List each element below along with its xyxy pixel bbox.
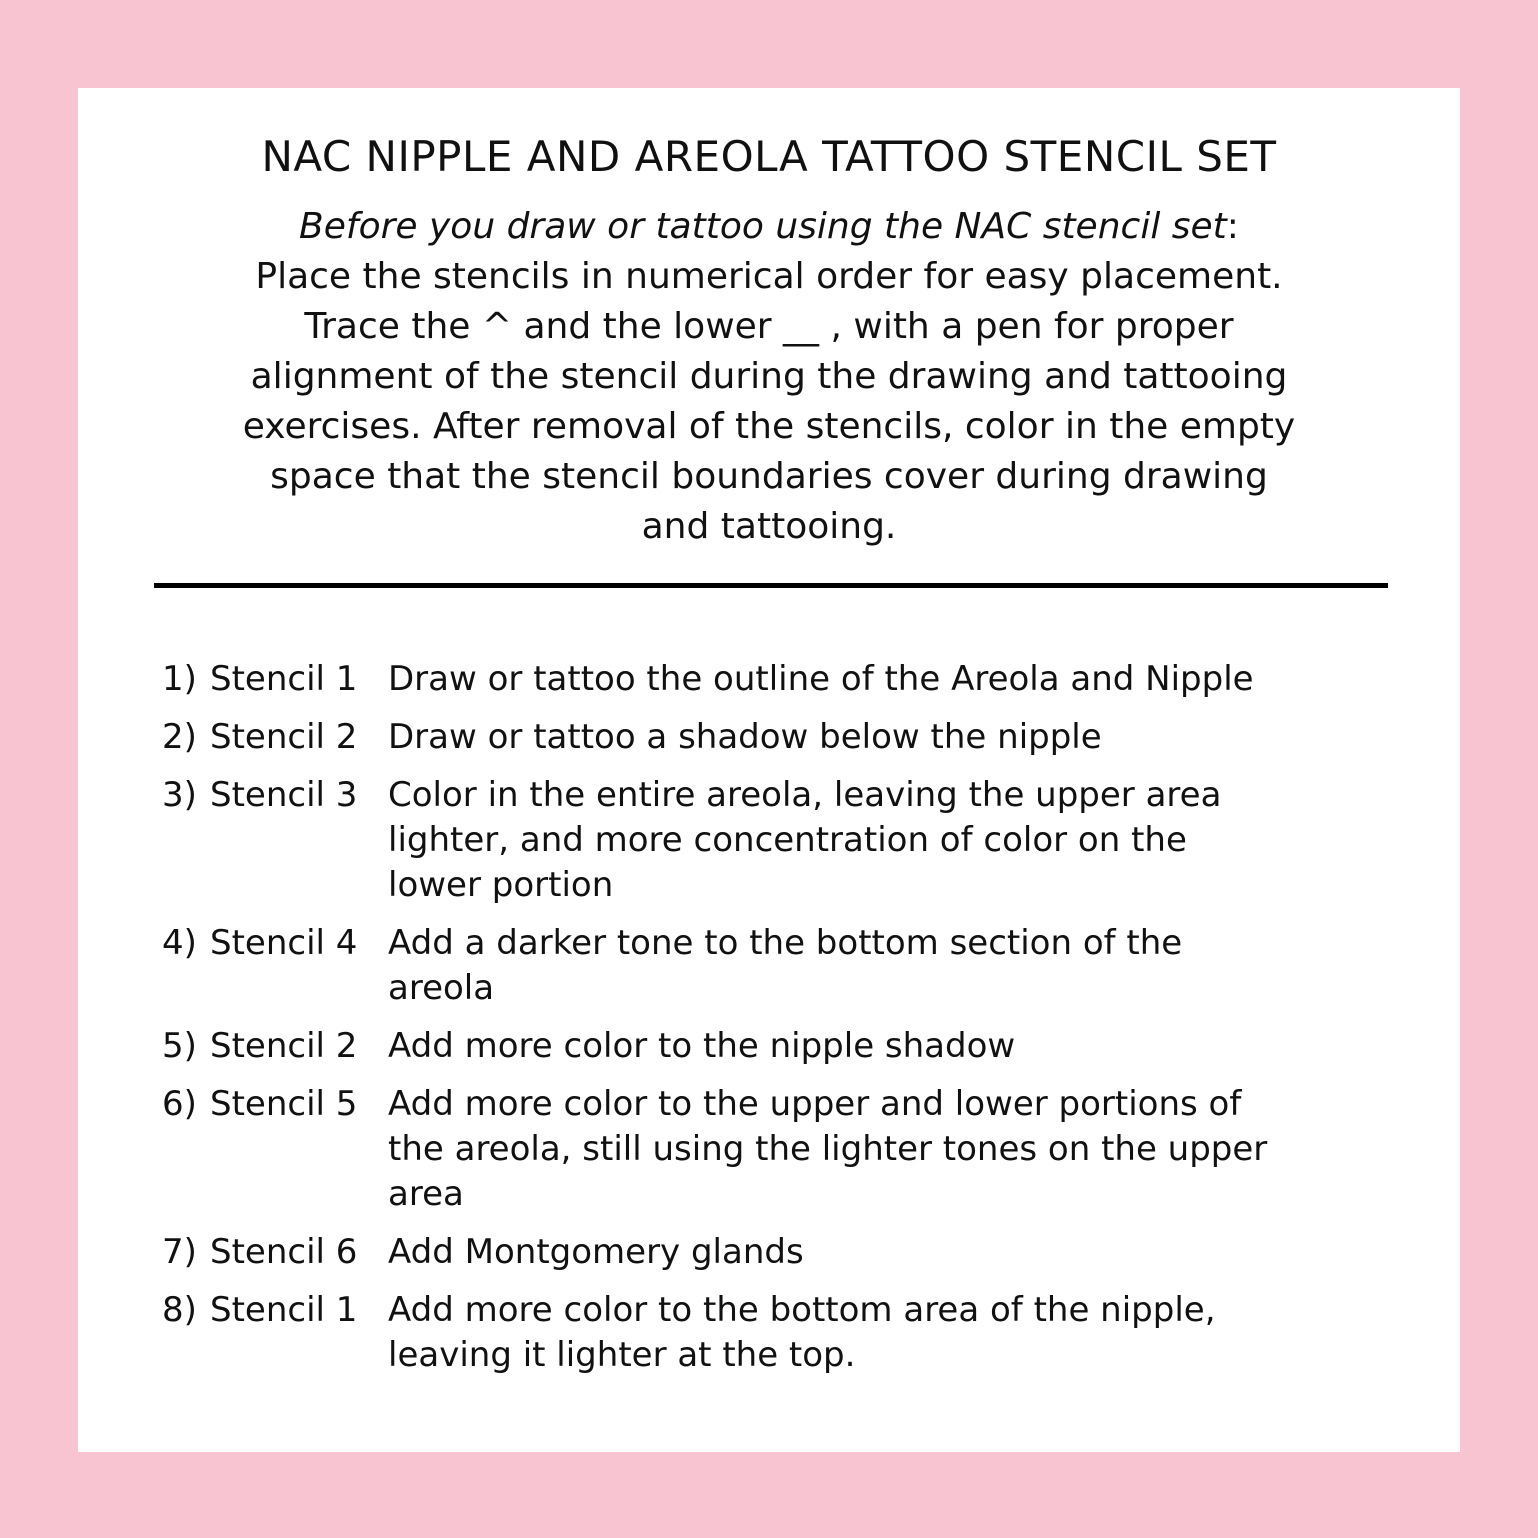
step-number: 8) bbox=[162, 1290, 197, 1330]
step-description-line: Color in the entire areola, leaving the upper area bbox=[388, 775, 1222, 815]
step-number: 2) bbox=[162, 717, 197, 757]
step-description-line: Add more color to the nipple shadow bbox=[388, 1026, 1016, 1066]
intro-line: exercises. After removal of the stencils, color in the empty bbox=[242, 406, 1296, 447]
step-description-line: Add Montgomery glands bbox=[388, 1232, 804, 1272]
step-description-line: Draw or tattoo a shadow below the nipple bbox=[388, 717, 1102, 757]
step-description-line: leaving it lighter at the top. bbox=[388, 1335, 856, 1375]
step-number: 4) bbox=[162, 923, 197, 963]
intro-line: Place the stencils in numerical order for easy placement. bbox=[255, 256, 1283, 297]
step-description-line: Add more color to the bottom area of the nipple, bbox=[388, 1290, 1216, 1330]
step-description bbox=[388, 715, 1402, 760]
intro-line: alignment of the stencil during the drawing and tattooing bbox=[250, 356, 1288, 397]
step-number: 3) bbox=[162, 775, 197, 815]
intro-line: and tattooing. bbox=[641, 506, 897, 547]
step-item bbox=[162, 1230, 1402, 1275]
step-item bbox=[162, 1288, 1402, 1378]
intro-lead: Before you draw or tattoo using the NAC stencil set bbox=[299, 206, 1227, 247]
step-item bbox=[162, 657, 1402, 702]
step-stencil: Stencil 3 bbox=[210, 775, 358, 815]
step-description-line: Draw or tattoo the outline of the Areola and Nipple bbox=[388, 659, 1254, 699]
intro-lead-line bbox=[130, 202, 1408, 252]
step-description-line: area bbox=[388, 1174, 464, 1214]
intro-line: Trace the ^ and the lower __ , with a pen for proper bbox=[304, 306, 1234, 347]
steps-list bbox=[162, 657, 1402, 1391]
step-number: 7) bbox=[162, 1232, 197, 1272]
step-description bbox=[388, 1230, 1402, 1275]
step-stencil: Stencil 5 bbox=[210, 1084, 358, 1124]
step-stencil: Stencil 6 bbox=[210, 1232, 358, 1272]
step-description bbox=[388, 921, 1402, 1011]
step-description bbox=[388, 773, 1402, 908]
step-description-line: areola bbox=[388, 968, 495, 1008]
step-number: 6) bbox=[162, 1084, 197, 1124]
intro-lead-suffix: : bbox=[1226, 206, 1239, 247]
intro-paragraph bbox=[130, 202, 1408, 552]
step-stencil: Stencil 1 bbox=[210, 659, 358, 699]
step-stencil: Stencil 2 bbox=[210, 1026, 358, 1066]
step-description-line: lower portion bbox=[388, 865, 614, 905]
step-item bbox=[162, 715, 1402, 760]
step-number: 5) bbox=[162, 1026, 197, 1066]
step-item bbox=[162, 1082, 1402, 1217]
step-stencil: Stencil 2 bbox=[210, 717, 358, 757]
intro-line: space that the stencil boundaries cover during drawing bbox=[270, 456, 1268, 497]
page-title: NAC NIPPLE AND AREOLA TATTOO STENCIL SET bbox=[261, 132, 1277, 181]
step-stencil: Stencil 4 bbox=[210, 923, 358, 963]
step-description-line: the areola, still using the lighter tones on the upper bbox=[388, 1129, 1268, 1169]
step-description-line: Add a darker tone to the bottom section of the bbox=[388, 923, 1183, 963]
section-divider bbox=[154, 583, 1388, 588]
step-stencil: Stencil 1 bbox=[210, 1290, 358, 1330]
step-description-line: lighter, and more concentration of color on the bbox=[388, 820, 1187, 860]
step-item bbox=[162, 1024, 1402, 1069]
step-description bbox=[388, 1024, 1402, 1069]
step-item bbox=[162, 773, 1402, 908]
step-number: 1) bbox=[162, 659, 197, 699]
step-item bbox=[162, 921, 1402, 1011]
step-description bbox=[388, 1082, 1402, 1217]
step-description bbox=[388, 1288, 1402, 1378]
step-description bbox=[388, 657, 1402, 702]
step-description-line: Add more color to the upper and lower portions of bbox=[388, 1084, 1242, 1124]
